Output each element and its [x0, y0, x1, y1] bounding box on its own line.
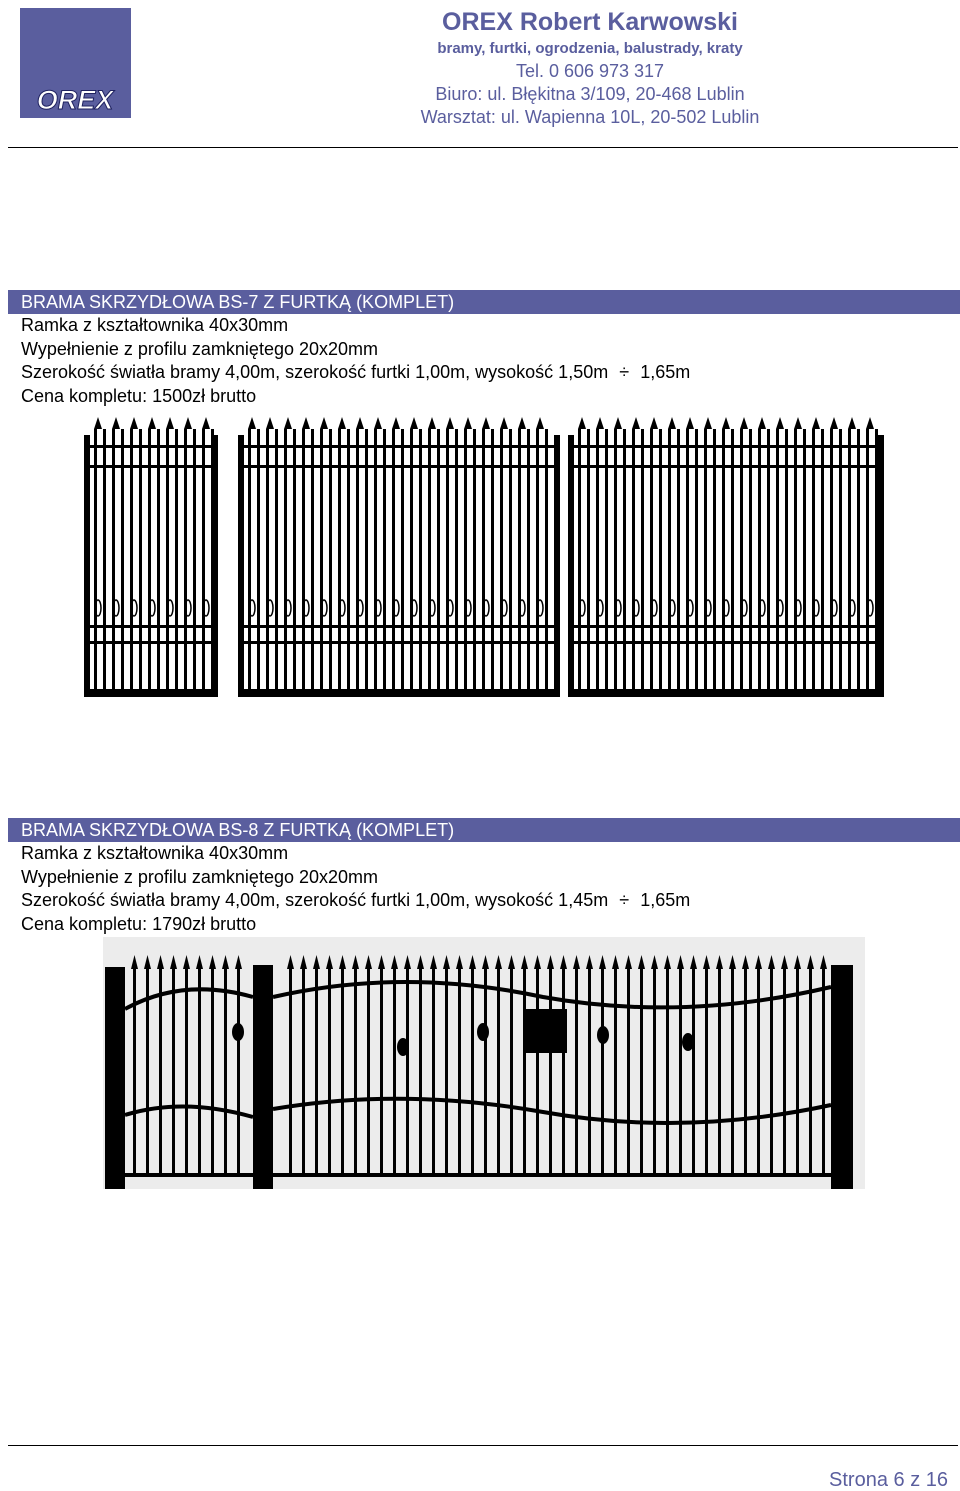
orex-logo [20, 8, 131, 118]
product-price: Cena kompletu: 1790zł brutto [21, 913, 257, 934]
product-dimensions-main: Szerokość światła bramy 4,00m, szerokość furtki 1,00m, wysokość 1,50m [21, 362, 609, 382]
product-dimensions [8, 889, 960, 913]
company-header [370, 6, 810, 129]
page-number: Strona 6 z 16 [829, 1469, 948, 1491]
product-section-bs7 [8, 290, 960, 408]
company-office-address: Biuro: ul. Błękitna 3/109, 20-468 Lublin [435, 84, 745, 104]
header-divider [8, 147, 958, 148]
company-name: OREX Robert Karwowski [442, 8, 738, 36]
product-frame: Ramka z kształtownika 40x30mm [21, 315, 289, 335]
product-price: Cena kompletu: 1500zł brutto [21, 385, 257, 406]
gate-bs8-image [103, 937, 865, 1189]
svg-text:OREX: OREX [36, 85, 114, 115]
product-frame: Ramka z kształtownika 40x30mm [21, 843, 289, 863]
company-tagline: bramy, furtki, ogrodzenia, balustrady, kraty [437, 40, 743, 57]
product-dimensions-max: 1,65m [640, 362, 691, 382]
orex-logo-graphic [20, 8, 131, 118]
product-fill: Wypełnienie z profilu zamkniętego 20x20mm [21, 338, 379, 359]
product-dimensions-max: 1,65m [640, 890, 691, 910]
footer-divider [8, 1445, 958, 1446]
product-section-bs8 [8, 818, 960, 936]
product-dimensions [8, 361, 960, 385]
company-workshop-address: Warsztat: ul. Wapienna 10L, 20-502 Lublin [420, 107, 760, 127]
range-divide-symbol: ÷ [619, 362, 630, 382]
company-phone: Tel. 0 606 973 317 [515, 61, 665, 81]
gate-bs7-image [80, 415, 888, 700]
product-title: BRAMA SKRZYDŁOWA BS-8 Z FURTKĄ (KOMPLET) [8, 818, 960, 842]
product-fill: Wypełnienie z profilu zamkniętego 20x20mm [21, 866, 379, 887]
product-title: BRAMA SKRZYDŁOWA BS-7 Z FURTKĄ (KOMPLET) [8, 290, 960, 314]
range-divide-symbol: ÷ [619, 890, 630, 910]
product-dimensions-main: Szerokość światła bramy 4,00m, szerokość furtki 1,00m, wysokość 1,45m [21, 890, 609, 910]
